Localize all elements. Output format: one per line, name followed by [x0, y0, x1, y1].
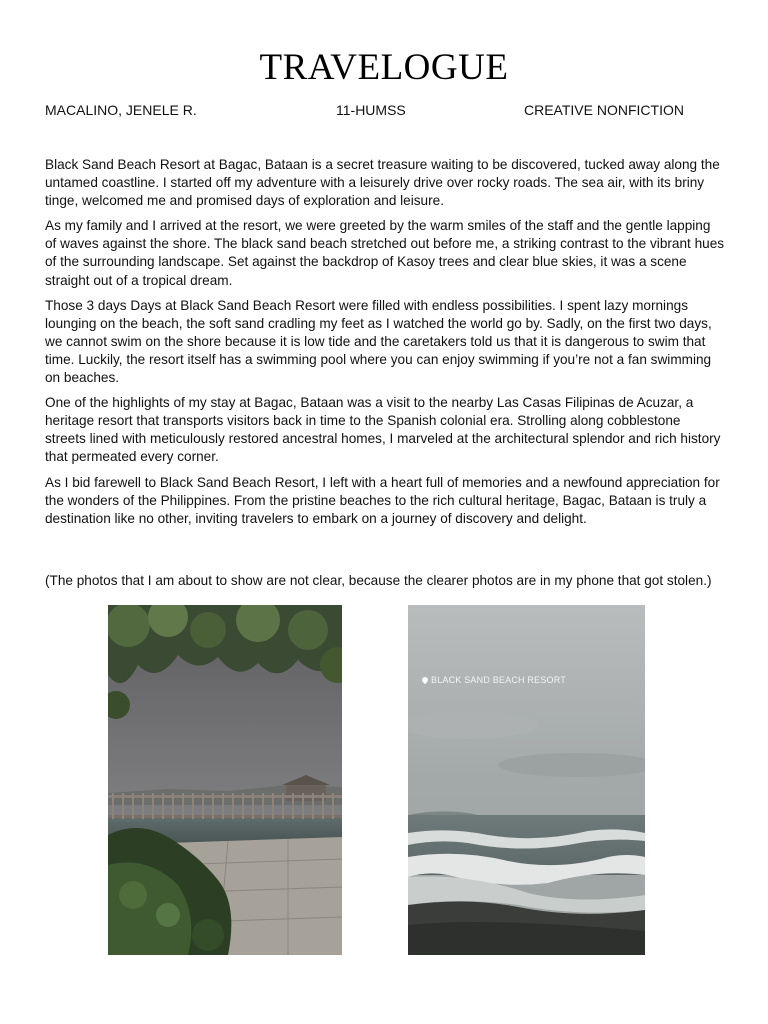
paragraph: As I bid farewell to Black Sand Beach Resort, I left with a heart full of memories and a newfound appreciation for the wonders of the Philippines. From the pristine beaches to the rich cultural heritage, Bagac, Bataan is truly a destination like no other, inviting travelers to embark on a journey of discovery and delight.	[45, 474, 720, 526]
document-title: TRAVELOGUE	[259, 47, 509, 88]
author-name: MACALINO, JENELE R.	[45, 102, 197, 118]
class-section: 11-HUMSS	[336, 102, 406, 118]
essay-body	[45, 156, 725, 535]
paragraph: One of the highlights of my stay at Bagac, Bataan was a visit to the nearby Las Casas Filipinas de Acuzar, a heritage resort that transports visitors back in time to the Spanish colonial era. Strolling along cobblestone streets lined with meticulously restored ancestral homes, I marveled at the architectural splendor and rich history that permeated every corner.	[45, 395, 721, 465]
location-pin-icon	[421, 676, 429, 684]
pool-photo	[108, 605, 342, 955]
location-tag	[422, 675, 566, 685]
beach-photo	[408, 605, 645, 955]
pool-photo-image	[108, 605, 342, 955]
location-tag-text: BLACK SAND BEACH RESORT	[431, 675, 566, 685]
paragraph: As my family and I arrived at the resort, we were greeted by the warm smiles of the staff and the gentle lapping of waves against the shore. The black sand beach stretched out before me, a striking contrast to the vibrant hues of the surrounding landscape. Set against the backdrop of Kasoy trees and clear blue skies, it was a scene straight out of a tropical dream.	[45, 218, 725, 288]
photo-note: (The photos that I am about to show are not clear, because the clearer photos are in my phone that got stolen.)	[45, 573, 712, 588]
subject-name: CREATIVE NONFICTION	[524, 102, 684, 118]
beach-photo-image	[408, 605, 645, 955]
paragraph: Black Sand Beach Resort at Bagac, Bataan is a secret treasure waiting to be discovered, tucked away along the untamed coastline. I started off my adventure with a leisurely drive over rocky roads. The sea air, with its briny tinge, welcomed me and promised days of exploration and leisure.	[45, 157, 720, 209]
paragraph: Those 3 days Days at Black Sand Beach Resort were filled with endless possibilities. I spent lazy mornings lounging on the beach, the soft sand cradling my feet as I watched the world go by. Sadly, on the first two days, we cannot swim on the shore because it is low tide and the caretakers told us that it is dangerous to swim that time. Luckily, the resort itself has a swimming pool where you can enjoy swimming if you’re not a fan swimming on beaches.	[45, 297, 712, 386]
